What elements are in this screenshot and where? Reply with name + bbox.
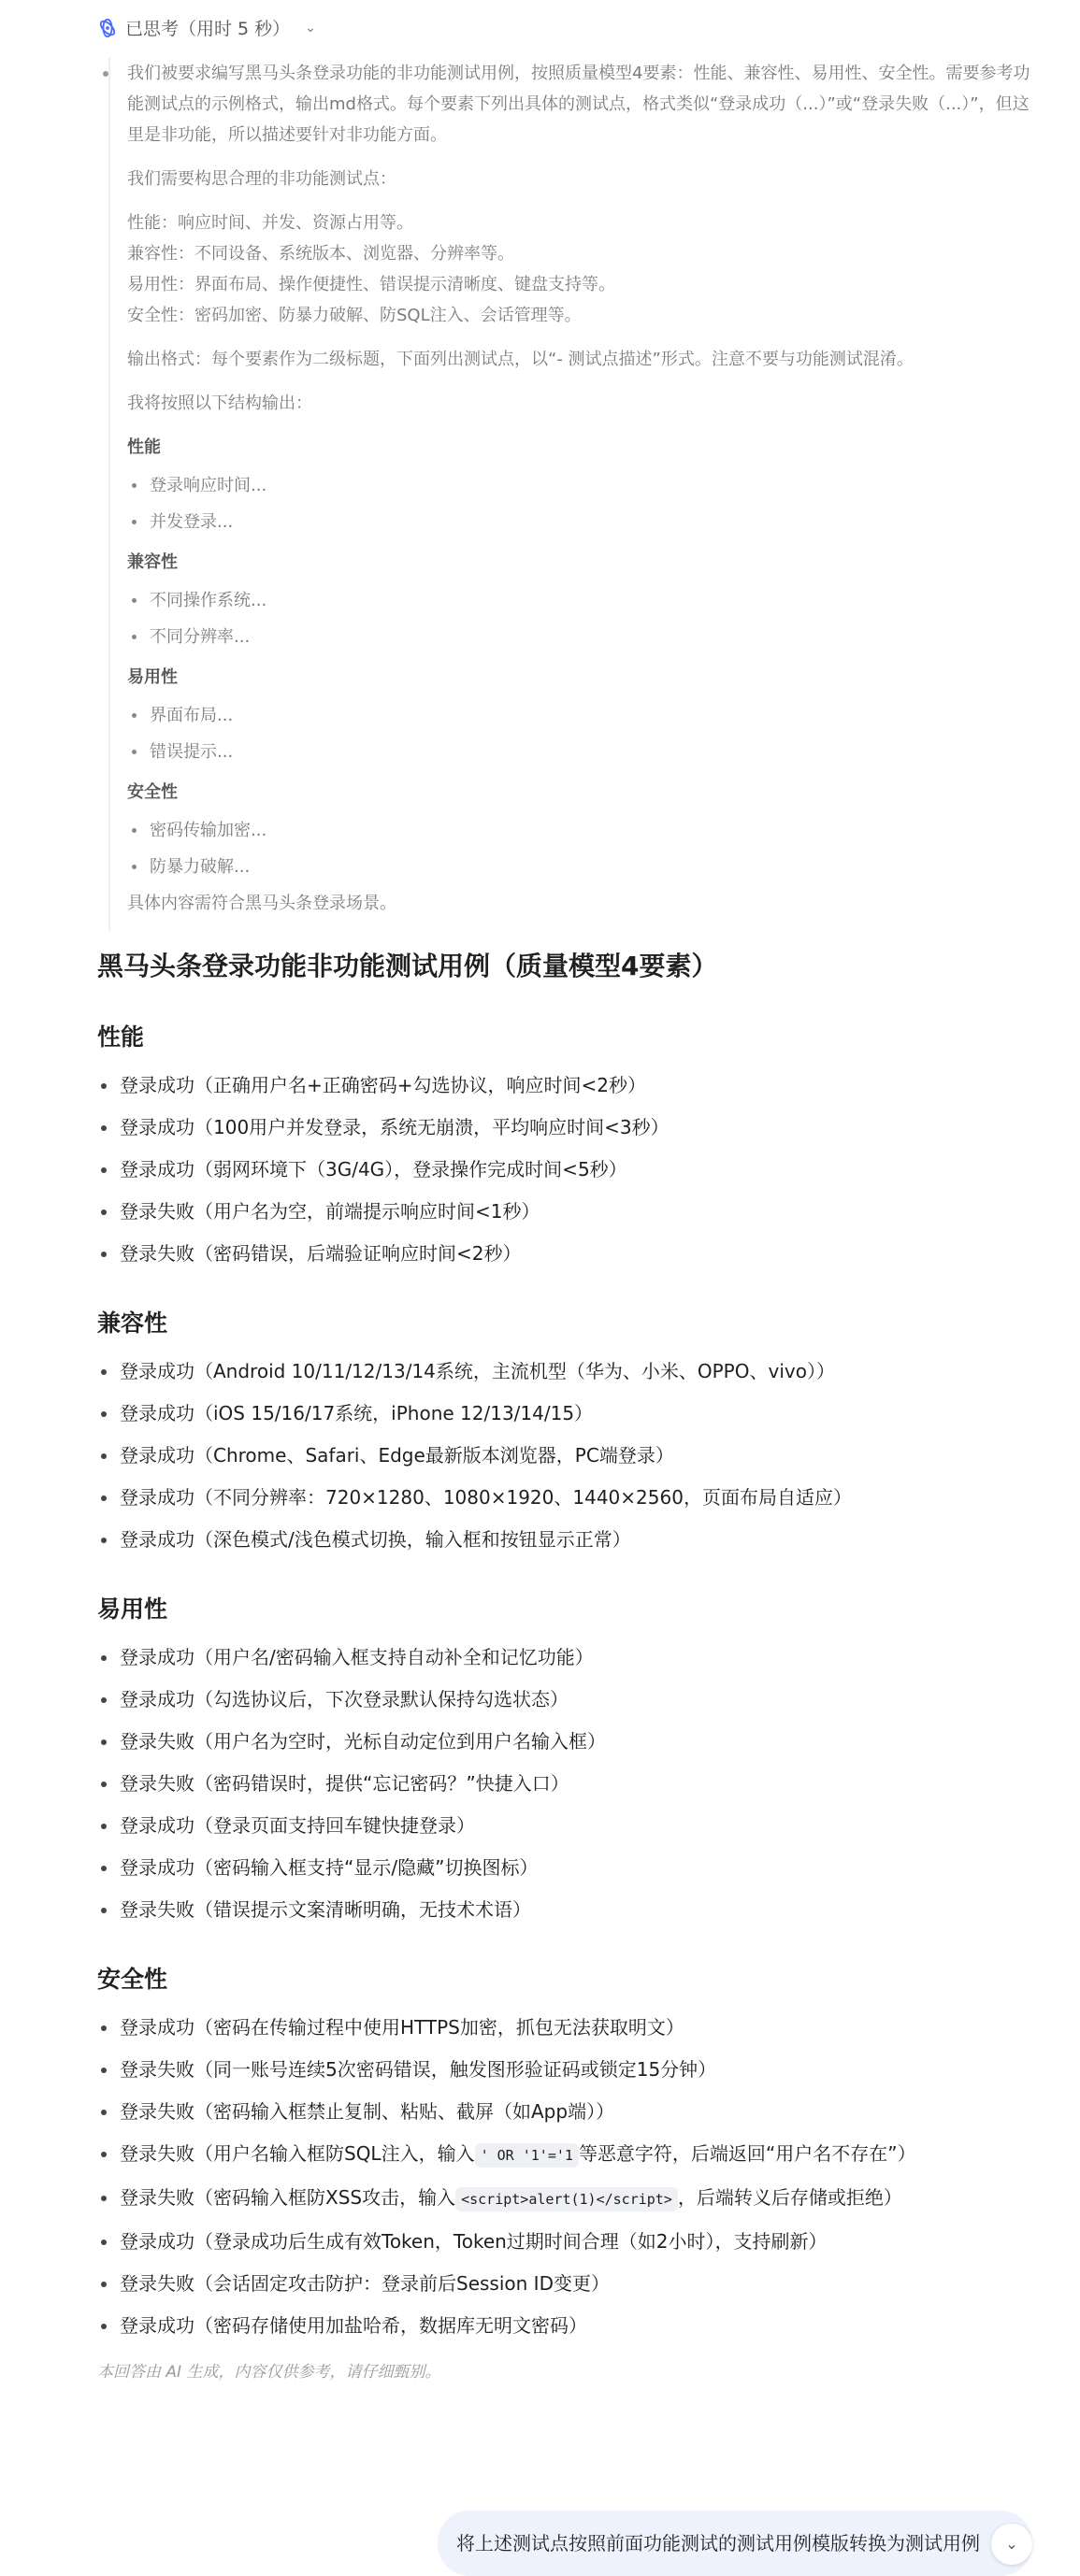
inline-code: <script>alert(1)</script> <box>455 2187 678 2211</box>
test-point: 登录失败（用户名为空，前端提示响应时间<1秒） <box>97 1197 1042 1225</box>
thinking-outline-heading: 易用性 <box>127 667 178 687</box>
test-point: 登录成功（iOS 15/16/17系统，iPhone 12/13/14/15） <box>97 1399 1042 1427</box>
test-point <box>97 2183 1042 2213</box>
test-point-text: 登录失败（密码输入框防XSS攻击，输入 <box>120 2186 456 2209</box>
test-point: 登录成功（弱网环境下（3G/4G），登录操作完成时间<5秒） <box>97 1155 1042 1183</box>
thinking-outline-item: 界面布局... <box>127 700 1034 731</box>
scroll-down-button[interactable] <box>991 2524 1032 2565</box>
section-heading: 兼容性 <box>97 1309 168 1337</box>
thinking-paragraph: 我们需要构思合理的非功能测试点： <box>127 169 396 189</box>
thinking-outline-item: 不同分辨率... <box>127 622 1034 652</box>
thinking-format: 输出格式：每个要素作为二级标题，下面列出测试点，以“- 测试点描述”形式。注意不要与功能测试混淆。 <box>127 350 914 369</box>
thinking-outline-item: 登录响应时间... <box>127 470 1034 501</box>
thinking-icon <box>97 18 118 38</box>
test-point: 登录失败（用户名为空时，光标自动定位到用户名输入框） <box>97 1727 1042 1755</box>
test-point-list <box>97 1643 1042 1924</box>
test-point: 登录成功（100用户并发登录，系统无崩溃，平均响应时间<3秒） <box>97 1113 1042 1141</box>
thinking-outline <box>127 432 1034 882</box>
test-point-list <box>97 1357 1042 1553</box>
test-point-list <box>97 2013 1042 2340</box>
thinking-outline-list <box>127 470 1034 537</box>
thinking-header: 已思考（用时 5 秒） <box>125 19 291 39</box>
section-heading: 安全性 <box>97 1966 168 1993</box>
section-heading: 性能 <box>97 1023 145 1051</box>
test-point: 登录失败（错误提示文案清晰明确，无技术术语） <box>97 1896 1042 1924</box>
thinking-outline-heading: 安全性 <box>127 782 178 802</box>
test-point: 登录成功（正确用户名+正确密码+勾选协议，响应时间<2秒） <box>97 1071 1042 1099</box>
thinking-outline-list <box>127 585 1034 652</box>
chevron-down-icon: ⌄ <box>305 20 316 36</box>
thinking-aspect: 性能：响应时间、并发、资源占用等。 <box>127 213 413 233</box>
test-point: 登录成功（Chrome、Safari、Edge最新版本浏览器，PC端登录） <box>97 1441 1042 1469</box>
test-point-text: ，后端转义后存储或拒绝） <box>677 2186 902 2209</box>
thinking-toggle[interactable] <box>97 15 316 40</box>
thinking-outline-heading: 兼容性 <box>127 552 178 572</box>
thinking-paragraph: 我们被要求编写黑马头条登录功能的非功能测试用例，按照质量模型4要素：性能、兼容性、易用性、安全性。需要参考功能测试点的示例格式，输出md格式。每个要素下列出具体的测试点，格式类似“登录成功（...）”或“登录失败（...）”，但这里是非功能，所以描述要针对非功能方面。 <box>127 64 1030 145</box>
test-point: 登录成功（深色模式/浅色模式切换，输入框和按钮显示正常） <box>97 1525 1042 1553</box>
thinking-content <box>108 58 1034 932</box>
thinking-aspect: 兼容性：不同设备、系统版本、浏览器、分辨率等。 <box>127 244 514 264</box>
test-point: 登录成功（登录成功后生成有效Token，Token过期时间合理（如2小时），支持刷新） <box>97 2227 1042 2255</box>
test-point-text: 登录失败（用户名输入框防SQL注入，输入 <box>120 2142 475 2165</box>
test-point: 登录失败（密码错误，后端验证响应时间<2秒） <box>97 1239 1042 1267</box>
answer <box>97 946 1042 2382</box>
answer-title: 黑马头条登录功能非功能测试用例（质量模型4要素） <box>97 951 718 981</box>
test-point: 登录成功（Android 10/11/12/13/14系统，主流机型（华为、小米、OPPO、vivo）） <box>97 1357 1042 1385</box>
test-point-text: 等恶意字符，后端返回“用户名不存在”） <box>578 2142 916 2165</box>
test-point-list <box>97 1071 1042 1267</box>
test-point: 登录成功（用户名/密码输入框支持自动补全和记忆功能） <box>97 1643 1042 1671</box>
thinking-outline-item: 防暴力破解... <box>127 852 1034 882</box>
thinking-outline-item: 错误提示... <box>127 737 1034 767</box>
thinking-aspect: 易用性：界面布局、操作便捷性、错误提示清晰度、键盘支持等。 <box>127 275 615 294</box>
test-point: 登录失败（会话固定攻击防护：登录前后Session ID变更） <box>97 2269 1042 2297</box>
test-point: 登录成功（登录页面支持回车键快捷登录） <box>97 1811 1042 1839</box>
chevron-down-icon: ⌄ <box>1005 2535 1018 2553</box>
thinking-outline-list <box>127 815 1034 882</box>
thinking-aspect: 安全性：密码加密、防暴力破解、防SQL注入、会话管理等。 <box>127 306 582 325</box>
inline-code: ' OR '1'='1 <box>475 2143 579 2168</box>
thinking-outline-item: 不同操作系统... <box>127 585 1034 616</box>
test-point: 登录成功（密码输入框支持“显示/隐藏”切换图标） <box>97 1853 1042 1882</box>
thinking-structure-intro: 我将按照以下结构输出： <box>127 394 312 413</box>
thinking-outline-list <box>127 700 1034 767</box>
test-point: 登录失败（密码输入框禁止复制、粘贴、截屏（如App端）） <box>97 2097 1042 2125</box>
test-point: 登录成功（不同分辨率：720×1280、1080×1920、1440×2560，页面布局自适应） <box>97 1483 1042 1511</box>
thinking-outline-item: 并发登录... <box>127 507 1034 537</box>
thinking-outline-item: 密码传输加密... <box>127 815 1034 846</box>
test-point: 登录失败（密码错误时，提供“忘记密码？”快捷入口） <box>97 1769 1042 1797</box>
thinking-dot <box>103 71 108 77</box>
ai-disclaimer: 本回答由 AI 生成，内容仅供参考，请仔细甄别。 <box>97 2363 441 2382</box>
answer-sections <box>97 1019 1042 2340</box>
test-point: 登录失败（同一账号连续5次密码错误，触发图形验证码或锁定15分钟） <box>97 2055 1042 2083</box>
section-heading: 易用性 <box>97 1596 168 1623</box>
test-point: 登录成功（密码存储使用加盐哈希，数据库无明文密码） <box>97 2311 1042 2340</box>
thinking-outline-heading: 性能 <box>127 437 161 457</box>
test-point: 登录成功（勾选协议后，下次登录默认保持勾选状态） <box>97 1685 1042 1713</box>
test-point: 登录成功（密码在传输过程中使用HTTPS加密，抓包无法获取明文） <box>97 2013 1042 2041</box>
test-point <box>97 2140 1042 2169</box>
user-message: 将上述测试点按照前面功能测试的测试用例模版转换为测试用例 <box>438 2511 1032 2576</box>
thinking-closing: 具体内容需符合黑马头条登录场景。 <box>127 894 396 913</box>
